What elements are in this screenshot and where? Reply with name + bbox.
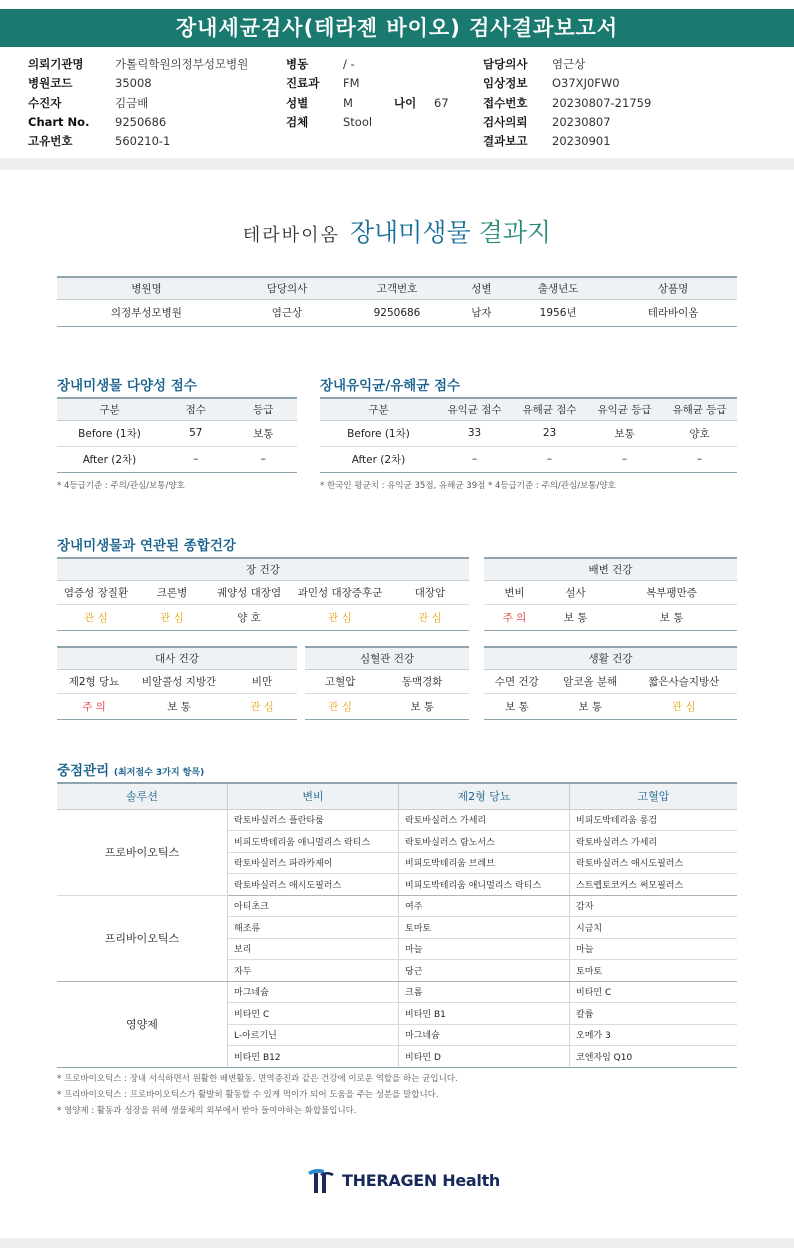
bacteria-cell: – (512, 446, 587, 472)
info-value: 560210-1 (115, 134, 171, 149)
management-cell: 락토바실러스 애시도필러스 (228, 874, 399, 896)
bacteria-cell: Before (1차) (320, 420, 437, 446)
diversity-cell: Before (1차) (57, 420, 162, 446)
diversity-header: 등급 (230, 398, 298, 420)
result-title-main: 장내미생물 (349, 218, 471, 247)
info-value: Stool (343, 114, 373, 129)
summary-table (57, 276, 737, 327)
diversity-cell: – (230, 446, 298, 472)
management-cell: L-아르기닌 (228, 1024, 399, 1046)
summary-cell: 9250686 (338, 299, 456, 326)
bowel-item: 변비 (484, 580, 545, 604)
info-value: 가톨릭학원의정부성모병원 (115, 57, 249, 71)
theragen-logo (306, 1163, 500, 1197)
gut-grade: 관 심 (57, 604, 135, 630)
report-title-bar: 장내세균검사(테라젠 바이오) 검사결과보고서 (0, 9, 794, 47)
gut-item: 염증성 장질환 (57, 580, 135, 604)
info-row (28, 55, 248, 74)
management-cell: 비타민 B12 (228, 1046, 399, 1068)
summary-cell: 1956년 (507, 299, 609, 326)
summary-cell: 테라바이옴 (609, 299, 737, 326)
management-cell: 보리 (228, 938, 399, 960)
management-cell: 스트렙토코커스 써모필러스 (570, 874, 738, 896)
bowel-health-table (484, 557, 737, 631)
management-cell: 자두 (228, 960, 399, 982)
info-label: 병동 (286, 57, 309, 71)
management-cell: 여주 (399, 895, 570, 917)
result-title-brand: 테라바이옴 (242, 225, 340, 246)
info-label: 검사의뢰 (483, 114, 528, 129)
info-label: 의뢰기관명 (28, 57, 84, 71)
management-table (57, 782, 737, 1068)
age-label: 나이 (394, 95, 417, 110)
cardio-item: 고혈압 (305, 669, 375, 693)
info-value: 염근상 (552, 57, 586, 71)
summary-header: 출생년도 (507, 277, 609, 299)
life-item: 알코올 분해 (550, 669, 631, 693)
info-label: 접수번호 (483, 95, 528, 110)
summary-header: 병원명 (57, 277, 236, 299)
management-note-prebiotics: * 프리바이오틱스 : 프로바이오틱스가 활발히 활동할 수 있게 먹이가 되어 도움을 주는 성분을 말합니다. (57, 1090, 439, 1100)
metabolic-item: 비만 (227, 669, 297, 693)
footer-divider (0, 1238, 794, 1248)
header-divider (0, 158, 794, 170)
gut-item: 궤양성 대장염 (209, 580, 289, 604)
management-cell: 락토바실러스 플란타룸 (228, 809, 399, 831)
metabolic-health-table (57, 646, 297, 720)
management-cell: 비타민 C (570, 981, 738, 1003)
bowel-grade: 보 통 (545, 604, 606, 630)
management-note-supplements: * 영양제 : 활동과 성장을 위해 생물체의 외부에서 받아 들여야하는 화합물입니다. (57, 1106, 357, 1116)
life-health-table (484, 646, 737, 720)
solution-probiotics: 프로바이오틱스 (57, 809, 228, 895)
management-cell: 락토바실러스 가세리 (399, 809, 570, 831)
info-value: M (343, 95, 353, 110)
summary-cell: 의정부성모병원 (57, 299, 236, 326)
gut-grade: 관 심 (289, 604, 391, 630)
bacteria-cell: 양호 (662, 420, 737, 446)
info-row (483, 113, 651, 132)
diversity-cell: 보통 (230, 420, 298, 446)
diversity-header: 점수 (162, 398, 230, 420)
info-label: 검체 (286, 114, 309, 129)
info-row (483, 132, 651, 151)
info-row (28, 74, 248, 93)
management-header: 고혈압 (570, 783, 738, 809)
life-grade: 관 심 (631, 693, 737, 719)
info-row (483, 94, 651, 113)
management-cell: 마늘 (399, 938, 570, 960)
metabolic-item: 제2형 당뇨 (57, 669, 131, 693)
info-label: 고유번호 (28, 134, 73, 149)
cardio-item: 동맥경화 (375, 669, 469, 693)
theragen-logo-mark (306, 1165, 336, 1195)
bowel-grade: 주 의 (484, 604, 545, 630)
metabolic-grade: 관 심 (227, 693, 297, 719)
gut-health-table (57, 557, 469, 631)
info-value: FM (343, 76, 360, 91)
bacteria-cell: – (662, 446, 737, 472)
management-subtitle: (최저점수 3가지 항목) (113, 768, 205, 778)
result-title-suffix: 결과지 (478, 218, 552, 247)
management-cell: 비타민 C (228, 1003, 399, 1025)
bacteria-cell: 23 (512, 420, 587, 446)
cardio-health-title: 심혈관 건강 (305, 647, 469, 669)
cardio-grade: 관 심 (305, 693, 375, 719)
management-cell: 마늘 (570, 938, 738, 960)
info-label: 수진자 (28, 95, 62, 110)
diversity-note: * 4등급기준 : 주의/관심/보통/양호 (57, 481, 185, 491)
management-cell: 비피도박테리움 애니멀리스 락티스 (228, 831, 399, 853)
management-cell: 크롬 (399, 981, 570, 1003)
metabolic-grade: 보 통 (131, 693, 227, 719)
info-row (286, 94, 449, 113)
bacteria-cell: – (587, 446, 662, 472)
bacteria-cell: 33 (437, 420, 512, 446)
bowel-health-title: 배변 건강 (484, 558, 737, 580)
info-value: O37XJ0FW0 (552, 76, 620, 91)
info-label: 담당의사 (483, 57, 528, 71)
info-label: 성별 (286, 95, 309, 110)
bacteria-section-title: 장내유익균/유해균 점수 (320, 378, 461, 394)
info-row (483, 55, 651, 74)
bacteria-note: * 한국인 평균치 : 유익균 35점, 유해균 39점 * 4등급기준 : 주의/관심/보통/양호 (320, 481, 616, 491)
info-value: 35008 (115, 76, 152, 91)
bowel-item: 복부팽만증 (606, 580, 737, 604)
theragen-logo-text: THERAGEN Health (342, 1170, 501, 1190)
management-section-title (57, 759, 204, 779)
info-value: 20230807-21759 (552, 95, 652, 110)
gut-item: 과민성 대장증후군 (289, 580, 391, 604)
info-value: / - (343, 57, 355, 71)
bowel-item: 설사 (545, 580, 606, 604)
diversity-cell: – (162, 446, 230, 472)
gut-grade: 관 심 (135, 604, 209, 630)
management-header: 제2형 당뇨 (399, 783, 570, 809)
info-row (28, 94, 248, 113)
bacteria-cell: After (2차) (320, 446, 437, 472)
summary-header: 성별 (456, 277, 507, 299)
summary-cell: 남자 (456, 299, 507, 326)
bacteria-cell: – (437, 446, 512, 472)
summary-header: 담당의사 (236, 277, 338, 299)
solution-supplements: 영양제 (57, 981, 228, 1067)
bacteria-header: 유해균 등급 (662, 398, 737, 420)
life-grade: 보 통 (484, 693, 550, 719)
gut-health-title: 장 건강 (57, 558, 469, 580)
bacteria-table (320, 397, 737, 473)
info-label: Chart No. (28, 114, 90, 129)
metabolic-grade: 주 의 (57, 693, 131, 719)
management-cell: 당근 (399, 960, 570, 982)
info-label: 임상정보 (483, 76, 528, 91)
management-title: 중점관리 (57, 763, 110, 779)
info-row (483, 74, 651, 93)
diversity-table (57, 397, 297, 473)
info-label: 진료과 (286, 76, 320, 91)
summary-cell: 염근상 (236, 299, 338, 326)
summary-header: 상품명 (609, 277, 737, 299)
management-cell: 락토바실러스 가세리 (570, 831, 738, 853)
management-cell: 코엔자임 Q10 (570, 1046, 738, 1068)
bowel-grade: 보 통 (606, 604, 737, 630)
info-value: 김금배 (115, 95, 149, 110)
management-note-probiotics: * 프로바이오틱스 : 장내 서식하면서 원활한 배변활동, 면역증진과 같은 건강에 이로운 역할을 하는 균입니다. (57, 1074, 458, 1084)
bacteria-header: 구분 (320, 398, 437, 420)
diversity-section-title: 장내미생물 다양성 점수 (57, 378, 197, 394)
summary-header: 고객번호 (338, 277, 456, 299)
info-row (286, 113, 449, 132)
life-grade: 보 통 (550, 693, 631, 719)
gut-grade: 관 심 (391, 604, 469, 630)
management-cell: 락토바실러스 파라카제이 (228, 852, 399, 874)
solution-prebiotics: 프리바이오틱스 (57, 895, 228, 981)
metabolic-item: 비알콜성 지방간 (131, 669, 227, 693)
diversity-cell: After (2차) (57, 446, 162, 472)
management-header: 변비 (228, 783, 399, 809)
management-cell: 비피도박테리움 애니멀리스 락티스 (399, 874, 570, 896)
info-row (286, 55, 449, 74)
management-header: 솔루션 (57, 783, 228, 809)
diversity-cell: 57 (162, 420, 230, 446)
bacteria-header: 유익균 등급 (587, 398, 662, 420)
management-cell: 락토바실러스 애시도필러스 (570, 852, 738, 874)
gut-item: 크론병 (135, 580, 209, 604)
management-cell: 락토바실러스 람노서스 (399, 831, 570, 853)
management-cell: 시금치 (570, 917, 738, 939)
info-value: 9250686 (115, 114, 167, 129)
management-cell: 칼륨 (570, 1003, 738, 1025)
life-item: 짧은사슬지방산 (631, 669, 737, 693)
management-cell: 비타민 D (399, 1046, 570, 1068)
management-cell: 아티초크 (228, 895, 399, 917)
info-value: 20230901 (552, 134, 611, 149)
diversity-header: 구분 (57, 398, 162, 420)
info-label: 결과보고 (483, 134, 528, 149)
management-cell: 해조류 (228, 917, 399, 939)
management-cell: 감자 (570, 895, 738, 917)
cardio-health-table (305, 646, 469, 720)
management-cell: 비피도박테리움 브레브 (399, 852, 570, 874)
gut-grade: 양 호 (209, 604, 289, 630)
management-cell: 오메가 3 (570, 1024, 738, 1046)
management-cell: 마그네슘 (228, 981, 399, 1003)
info-row (286, 74, 449, 93)
info-label: 병원코드 (28, 76, 73, 91)
patient-info-col3 (483, 55, 651, 151)
bacteria-cell: 보통 (587, 420, 662, 446)
info-row (28, 113, 248, 132)
management-cell: 토마토 (570, 960, 738, 982)
bacteria-header: 유익균 점수 (437, 398, 512, 420)
management-cell: 토마토 (399, 917, 570, 939)
info-value: 20230807 (552, 114, 611, 129)
info-row (28, 132, 248, 151)
cardio-grade: 보 통 (375, 693, 469, 719)
patient-info-col2 (286, 55, 449, 132)
patient-info-col1 (28, 55, 248, 151)
bacteria-header: 유해균 점수 (512, 398, 587, 420)
result-title (0, 213, 794, 249)
age-value: 67 (434, 95, 449, 110)
management-cell: 마그네슘 (399, 1024, 570, 1046)
life-item: 수면 건강 (484, 669, 550, 693)
gut-item: 대장암 (391, 580, 469, 604)
metabolic-health-title: 대사 건강 (57, 647, 297, 669)
management-cell: 비피도박테리움 롱검 (570, 809, 738, 831)
life-health-title: 생활 건강 (484, 647, 737, 669)
management-cell: 비타민 B1 (399, 1003, 570, 1025)
health-section-title: 장내미생물과 연관된 종합건강 (57, 538, 236, 554)
